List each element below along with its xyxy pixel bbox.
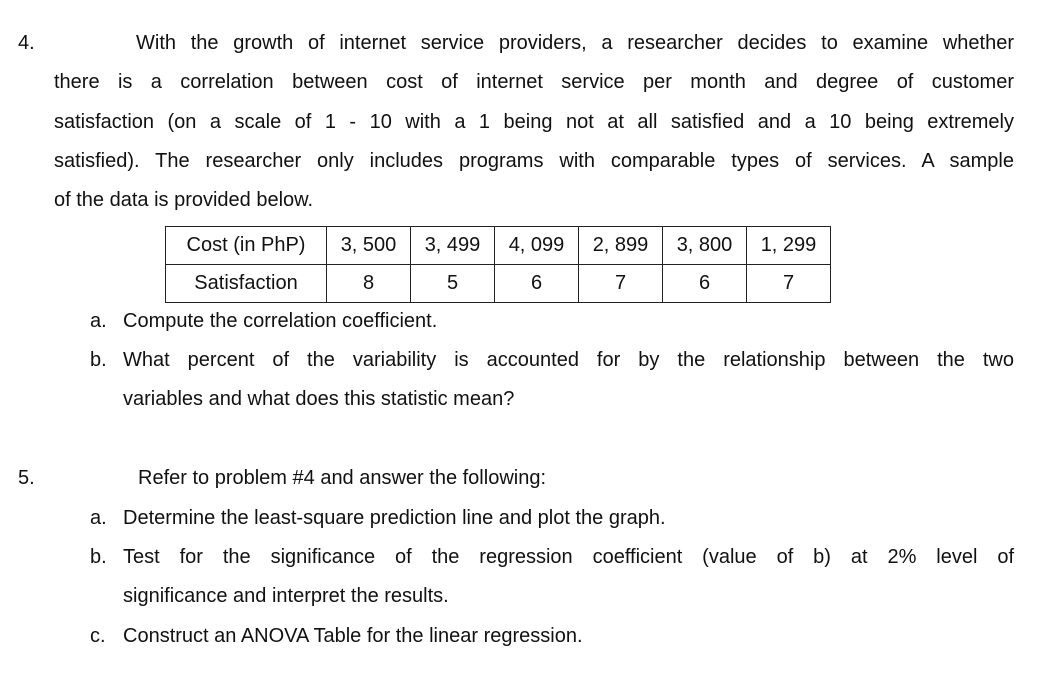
data-table: [165, 226, 831, 303]
paragraph-line: there is a correlation between cost of internet service per month and degree of customer: [54, 71, 1014, 93]
paragraph-line: satisfaction (on a scale of 1 - 10 with a 1 being not at all satisfied and a 10 being extremely: [54, 111, 1014, 133]
table-cell: 2, 899: [579, 227, 663, 265]
item-text: Construct an ANOVA Table for the linear regression.: [123, 625, 583, 647]
item-text: Compute the correlation coefficient.: [123, 310, 438, 332]
table-cell: 7: [579, 265, 663, 303]
table-cell: 7: [747, 265, 831, 303]
item-text: Determine the least-square prediction line and plot the graph.: [123, 507, 666, 529]
table-cell: 3, 500: [327, 227, 411, 265]
item-letter: a.: [90, 310, 107, 332]
table-cell: 8: [327, 265, 411, 303]
paragraph-line: With the growth of internet service providers, a researcher decides to examine whether: [136, 32, 1014, 54]
table-cell: 1, 299: [747, 227, 831, 265]
table-cell: 4, 099: [495, 227, 579, 265]
table-row: [166, 227, 831, 265]
problem-number: 4.: [18, 32, 35, 54]
paragraph-line: of the data is provided below.: [54, 189, 314, 211]
item-letter: b.: [90, 546, 107, 568]
item-letter: a.: [90, 507, 107, 529]
table-cell: 6: [663, 265, 747, 303]
item-letter: b.: [90, 349, 107, 371]
row-label-satisfaction: Satisfaction: [166, 265, 327, 303]
table-cell: 6: [495, 265, 579, 303]
problem-intro: Refer to problem #4 and answer the following:: [138, 467, 547, 489]
item-text: Test for the significance of the regression coefficient (value of b) at 2% level of: [123, 546, 1014, 568]
paragraph-line: satisfied). The researcher only includes programs with comparable types of services. A sample: [54, 150, 1014, 172]
item-letter: c.: [90, 625, 106, 647]
table-cell: 5: [411, 265, 495, 303]
problem-number: 5.: [18, 467, 35, 489]
item-text: What percent of the variability is accounted for by the relationship between the two: [123, 349, 1014, 371]
table-row: [166, 265, 831, 303]
item-text: significance and interpret the results.: [123, 585, 449, 607]
item-text: variables and what does this statistic mean?: [123, 388, 515, 410]
row-label-cost: Cost (in PhP): [166, 227, 327, 265]
table-cell: 3, 800: [663, 227, 747, 265]
table-cell: 3, 499: [411, 227, 495, 265]
